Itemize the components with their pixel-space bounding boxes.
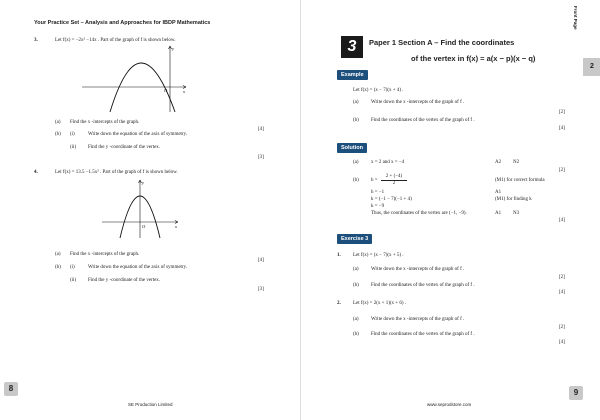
example-a-text: Write down the x -intercepts of the graph of f . [371, 100, 465, 105]
solution-b-line3: k = (−1 − 7)(−1 + 4) [371, 197, 412, 202]
left-page-number: 8 [4, 382, 18, 396]
ex2-stem: Let f(x) = 2(x + 1)(x + 6) . [353, 301, 407, 306]
q4bii-text: Find the y -coordinate of the vertex. [88, 278, 161, 283]
example-b-text: Find the coordinates of the vertex of the graph of f . [371, 118, 475, 123]
q4-x-axis-label: x [175, 224, 177, 229]
q3-origin-label: O [164, 88, 168, 93]
q3a-text: Find the x -intercepts of the graph. [70, 120, 140, 125]
chapter-title-line1: Paper 1 Section A – Find the coordinates [369, 38, 515, 47]
book-header: Your Practice Set – Analysis and Approaches for IBDP Mathematics [34, 20, 211, 26]
ex1b-label: (b) [353, 283, 359, 288]
solution-tag: Solution [337, 143, 367, 153]
example-tag: Example [337, 70, 368, 80]
ex2b-text: Find the coordinates of the vertex of the graph of f . [371, 332, 475, 337]
ex2a-marks: [2] [559, 325, 565, 330]
q4bii-label: (ii) [70, 278, 77, 283]
q3bi-text: Write down the equation of the axis of symmetry. [88, 132, 188, 137]
ex1-number: 1. [337, 253, 341, 258]
solution-b-line4: k = −9 [371, 204, 385, 209]
solution-b-h-den: 2 [392, 181, 396, 186]
q3-stem: Let f(x) = −2x² −14x . Part of the graph of f is shown below. [55, 38, 176, 43]
side-tab-label: Front Page [573, 6, 578, 30]
solution-b-marks: [4] [559, 218, 565, 223]
ex2a-label: (a) [353, 317, 359, 322]
right-page-number: 9 [569, 386, 583, 400]
ex1-stem: Let f(x) = (x − 7)(x + 5) . [353, 253, 404, 258]
q4a-label: (a) [55, 252, 61, 257]
solution-a-marks: [2] [559, 168, 565, 173]
q4bi-text: Write down the equation of the axis of symmetry. [88, 265, 188, 270]
q3-number: 3. [34, 38, 38, 43]
example-b-marks: [4] [559, 126, 565, 131]
q4-number: 4. [34, 170, 38, 175]
ex1a-label: (a) [353, 267, 359, 272]
q3b-label: (b) [55, 132, 61, 137]
ex2-number: 2. [337, 301, 341, 306]
exercise-tag: Exercise 3 [337, 234, 372, 244]
example-stem: Let f(x) = (x − 7)(x + 4) . [353, 88, 404, 93]
solution-a-text: x = 2 and x = −4 [371, 160, 405, 165]
q3a-marks: [4] [258, 127, 264, 132]
solution-b-h-lhs: h = [371, 178, 378, 183]
side-tab-number[interactable] [583, 58, 600, 76]
solution-a-mark1: A2 [495, 160, 502, 165]
q4-origin-label: O [142, 224, 146, 229]
solution-a-mark2: N2 [513, 160, 520, 165]
solution-b-reason2: A1 [495, 190, 502, 195]
ex1b-marks: [4] [559, 290, 565, 295]
q4-stem: Let f(x) = 13.5 −1.5x² . Part of the graph of f is shown below. [55, 170, 178, 175]
q4-y-axis-label: y [142, 180, 144, 185]
ex2b-marks: [4] [559, 340, 565, 345]
side-tab-number-text: 2 [590, 63, 594, 70]
solution-b-line5: Thus, the coordinates of the vertex are (−1, −9). [371, 211, 467, 216]
q4-graph [100, 178, 180, 240]
ex1a-marks: [2] [559, 275, 565, 280]
left-footer: SE Production Limited [128, 402, 173, 407]
q4b-label: (b) [55, 265, 61, 270]
ex2a-text: Write down the x -intercepts of the graph of f . [371, 317, 465, 322]
q3bii-label: (ii) [70, 145, 77, 150]
solution-b-reason5a: A1 [495, 211, 502, 216]
q3-graph [80, 44, 190, 114]
solution-b-reason5b: N3 [513, 211, 520, 216]
ex1a-text: Write down the x -intercepts of the graph of f . [371, 267, 465, 272]
q3-x-axis-label: x [183, 89, 185, 94]
ex1b-text: Find the coordinates of the vertex of the graph of f . [371, 283, 475, 288]
solution-b-line2: h = −1 [371, 190, 385, 195]
solution-b-h-num: 2 + (−4) [381, 174, 407, 181]
q4a-text: Find the x -intercepts of the graph. [70, 252, 140, 257]
example-a-marks: [2] [559, 110, 565, 115]
chapter-number: 3 [341, 36, 363, 58]
q4b-marks: [3] [258, 287, 264, 292]
q4a-marks: [4] [258, 258, 264, 263]
solution-b-reason3: (M1) for finding k [495, 197, 532, 202]
q3a-label: (a) [55, 120, 61, 125]
q3bi-label: (i) [70, 132, 75, 137]
right-page [300, 0, 600, 420]
q3b-marks: [3] [258, 155, 264, 160]
chapter-title-line2: of the vertex in f(x) = a(x − p)(x − q) [411, 54, 536, 63]
q3-y-axis-label: y [172, 46, 174, 51]
solution-b-label: (b) [353, 178, 359, 183]
ex2b-label: (b) [353, 332, 359, 337]
solution-a-label: (a) [353, 160, 359, 165]
right-footer[interactable]: www.seprodstore.com [427, 402, 472, 407]
example-a-label: (a) [353, 100, 359, 105]
solution-b-reason1: (M1) for correct formula [495, 178, 545, 183]
q4bi-label: (i) [70, 265, 75, 270]
example-b-label: (b) [353, 118, 359, 123]
q3bii-text: Find the y -coordinate of the vertex. [88, 145, 161, 150]
